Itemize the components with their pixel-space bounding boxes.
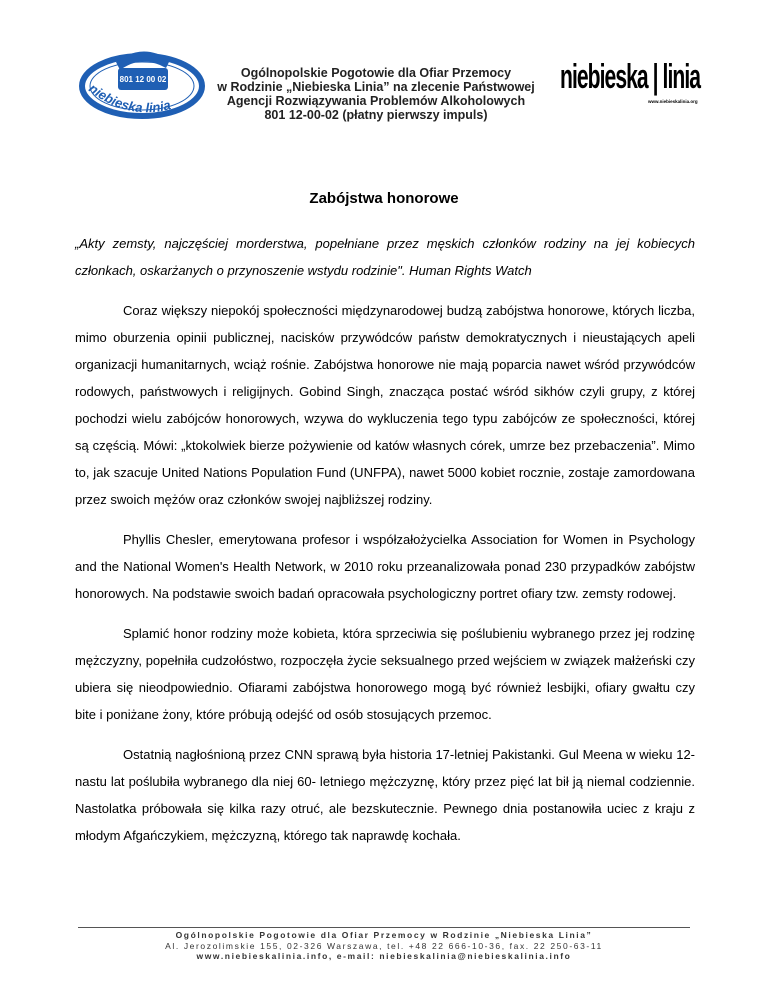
letterhead-line-3: Agencji Rozwiązywania Problemów Alkoholowych bbox=[226, 94, 526, 108]
footer bbox=[0, 930, 768, 962]
logo-arc-text: niebieska linia bbox=[86, 80, 173, 116]
footer-divider bbox=[78, 927, 690, 928]
footer-organization: Ogólnopolskie Pogotowie dla Ofiar Przemocy w Rodzinie „Niebieska Linia” bbox=[175, 930, 593, 940]
letterhead bbox=[0, 0, 768, 140]
paragraph-1: Coraz większy niepokój społeczności międzynarodowej budzą zabójstwa honorowe, których liczba, mimo oburzenia opinii publicznej, nacisków przywódców państw demokratycznych i nieustających apeli organizacji humanitarnych, wciąż rośnie. Zabójstwa honorowe nie mają poparcia nawet wśród przywódców rodowych, państwowych i religijnych. Gobind Singh, znacząca postać wśród sikhów czyli grupy, z której pochodzi wielu zabójców honorowych, wzywa do wykluczenia tego typu zabójców ze społeczności, której są częścią. Mówi: „ktokolwiek bierze pożywienie od katów własnych córek, umrze bez przebaczenia”. Mimo to, jak szacuje United Nations Population Fund (UNFPA), nawet 5000 kobiet rocznie, zostaje zamordowana przez swoich mężów oraz członków swojej najbliższej rodziny. bbox=[75, 303, 695, 507]
letterhead-text bbox=[206, 66, 546, 122]
wordmark-text: niebieska | linia bbox=[560, 58, 701, 96]
paragraph-4: Ostatnią nagłośnioną przez CNN sprawą była historia 17-letniej Pakistanki. Gul Meena w wieku 12- nastu lat poślubiła wybranego dla niej 60- letniego mężczyznę, który przez pięć lat bił ją niemal codziennie. Nastolatka próbowała się kilka razy otruć, ale bezskutecznie. Pewnego dnia postanowiła uciec z kraju z młodym Afgańczykiem, mężczyzną, którego tak naprawdę kochała. bbox=[75, 747, 695, 843]
niebieska-linia-wordmark bbox=[560, 58, 701, 108]
epigraph-quote: „Akty zemsty, najczęściej morderstwa, popełniane przez męskich członków rodziny na jej kobiecych członkach, oskarżanych o przynoszenie wstydu rodzinie". Human Rights Watch bbox=[75, 236, 695, 278]
logo-phone-number: 801 12 00 02 bbox=[119, 75, 167, 84]
wordmark-url: www.niebieskalinia.org bbox=[648, 99, 698, 104]
letterhead-line-1: Ogólnopolskie Pogotowie dla Ofiar Przemocy bbox=[240, 66, 512, 80]
letterhead-line-2: w Rodzinie „Niebieska Linia” na zlecenie Państwowej bbox=[217, 80, 535, 94]
document-title: Zabójstwa honorowe bbox=[309, 190, 459, 207]
footer-contact: www.niebieskalinia.info, e-mail: niebieskalinia@niebieskalinia.info bbox=[196, 951, 572, 961]
paragraph-3: Splamić honor rodziny może kobieta, która sprzeciwia się poślubieniu wybranego przez jej rodzinę mężczyzny, popełniła cudzołóstwo, rozpoczęła życie seksualnego przed wejściem w związek małżeński czy ubiera się nieodpowiednio. Ofiarami zabójstwa honorowego mogą być również lesbijki, ofiary gwałtu czy bite i poniżane żony, które próbują odejść od osób stosujących przemoc. bbox=[75, 626, 695, 722]
niebieska-linia-phone-logo bbox=[78, 42, 218, 122]
footer-address: Al. Jerozolimskie 155, 02-326 Warszawa, tel. +48 22 666-10-36, fax. 22 250-63-11 bbox=[165, 940, 603, 951]
letterhead-line-4: 801 12-00-02 (płatny pierwszy impuls) bbox=[264, 108, 488, 122]
document-body bbox=[75, 230, 695, 849]
paragraph-2: Phyllis Chesler, emerytowana profesor i współzałożycielka Association for Women in Psychology and the National Women's Health Network, w 2010 roku przeanalizowała ponad 230 przypadków zabójstw honorowych. Na podstawie swoich badań opracowała psychologiczny portret ofiary tzw. zemsty rodowej. bbox=[75, 532, 695, 601]
